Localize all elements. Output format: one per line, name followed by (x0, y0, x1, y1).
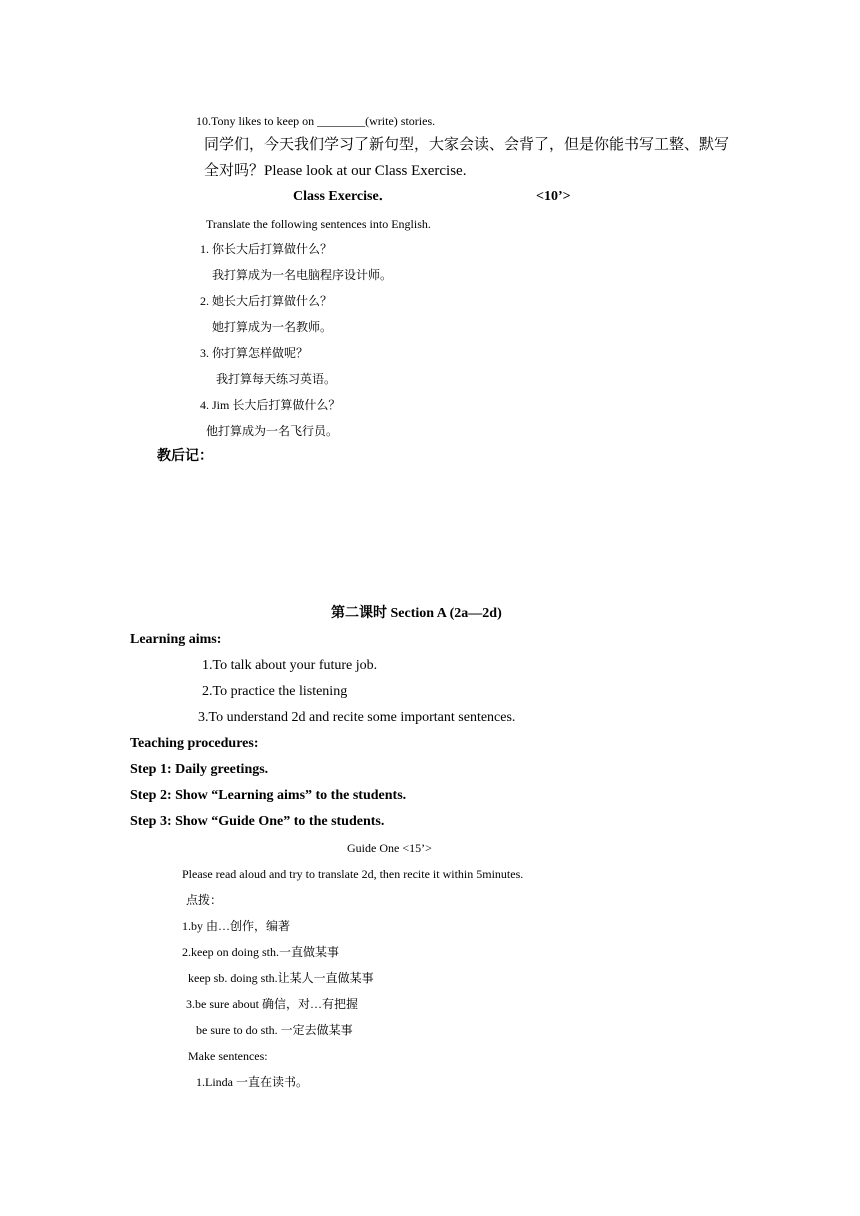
translation-question-2: 2. 她长大后打算做什么？ (200, 294, 333, 308)
learning-aim-2: 2.To practice the listening (202, 684, 348, 699)
translation-answer-3: 我打算每天练习英语。 (216, 372, 337, 386)
translation-question-4: 4. Jim 长大后打算做什么？ (200, 398, 341, 412)
learning-aim-3: 3.To understand 2d and recite some important sentences. (198, 710, 516, 725)
translation-answer-1: 我打算成为一名电脑程序设计师。 (212, 268, 393, 282)
make-sentences-label: Make sentences: (188, 1049, 268, 1063)
post-class-notes: 教后记： (157, 449, 213, 464)
intro-text-line-1: 同学们，今天我们学习了新句型，大家会读、会背了，但是你能书写工整、默写 (204, 137, 730, 153)
tip-1: 1.by 由…创作，编著 (182, 919, 291, 933)
class-exercise-title: Class Exercise． (293, 189, 393, 204)
tip-3: keep sb. doing sth.让某人一直做某事 (188, 971, 374, 985)
tips-label: 点拨： (186, 893, 223, 907)
guide-instruction: Please read aloud and try to translate 2d, then recite it within 5minutes. (182, 867, 524, 881)
translate-instruction: Translate the following sentences into English. (206, 217, 431, 231)
guide-one-title: Guide One <15’> (347, 841, 432, 855)
step-3: Step 3: Show “Guide One” to the students. (130, 814, 385, 829)
tip-4: 3.be sure about 确信，对…有把握 (186, 997, 358, 1011)
exercise-item-10: 10.Tony likes to keep on ________(write) stories. (196, 114, 436, 128)
teaching-procedures-heading: Teaching procedures: (130, 736, 259, 751)
translation-question-1: 1. 你长大后打算做什么？ (200, 242, 333, 256)
intro-text-line-2: 全对吗？Please look at our Class Exercise. (204, 163, 467, 179)
step-1: Step 1: Daily greetings. (130, 762, 269, 777)
learning-aims-heading: Learning aims: (130, 632, 222, 647)
make-sentence-1: 1.Linda 一直在读书。 (196, 1075, 308, 1089)
learning-aim-1: 1.To talk about your future job. (202, 658, 378, 673)
tip-2: 2.keep on doing sth.一直做某事 (182, 945, 339, 959)
translation-answer-2: 她打算成为一名教师。 (212, 320, 333, 334)
translation-question-3: 3. 你打算怎样做呢？ (200, 346, 309, 360)
step-2: Step 2: Show “Learning aims” to the students. (130, 788, 407, 803)
lesson-title: 第二课时 Section A (2a—2d) (331, 606, 502, 621)
tip-5: be sure to do sth. 一定去做某事 (196, 1023, 353, 1037)
class-exercise-time: <10’> (536, 189, 571, 204)
translation-answer-4: 他打算成为一名飞行员。 (206, 424, 339, 438)
